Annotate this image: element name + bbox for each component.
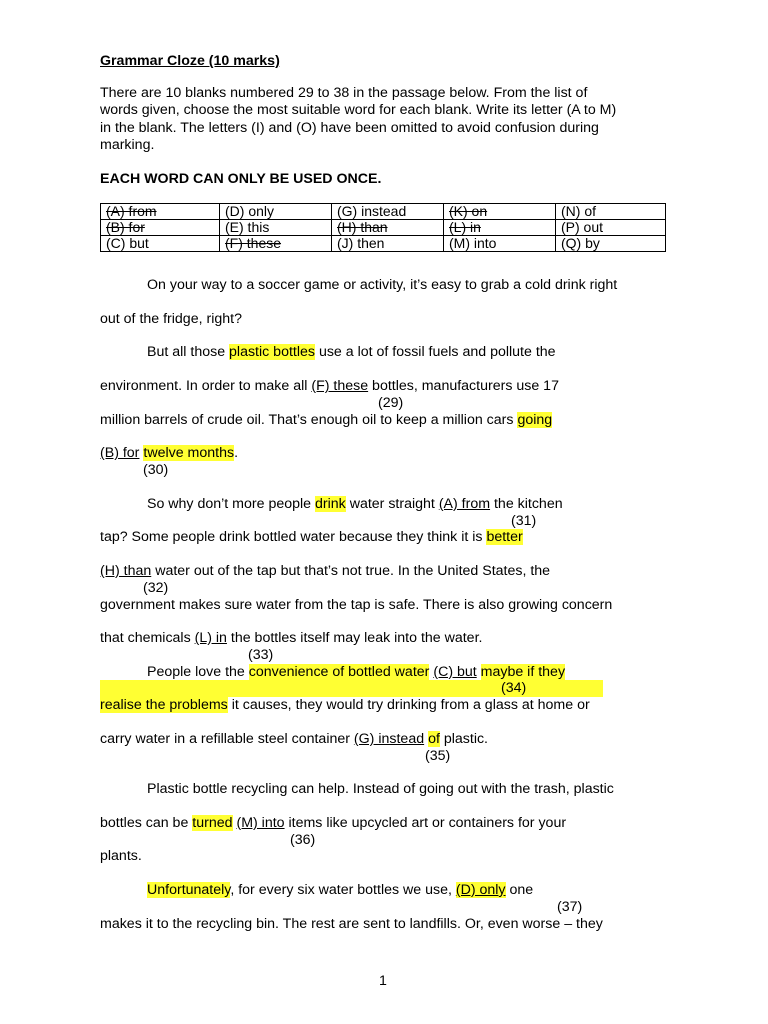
- intro-line-4: marking.: [100, 137, 155, 153]
- word-P: (P) out: [561, 219, 604, 235]
- highlight: of: [428, 731, 440, 747]
- blank-number-36: (36): [290, 832, 316, 848]
- blank-number-37: (37): [557, 899, 583, 915]
- p3-line-5: that chemicals (L) in the bottles itself may leak into the water.: [100, 630, 483, 646]
- blank-number-34: (34): [501, 680, 527, 696]
- p6-line-1: Unfortunately, for every six water bottles we use, (D) only one: [147, 882, 534, 898]
- blank-number-29: (29): [378, 395, 404, 411]
- word-J: (J) then: [337, 235, 385, 251]
- word-G: (G) instead: [337, 203, 407, 219]
- answer-30: (B) for: [100, 445, 140, 461]
- blank-number-31: (31): [511, 513, 537, 529]
- p2-line-1: But all those plastic bottles use a lot of fossil fuels and pollute the: [147, 344, 556, 360]
- highlight: Unfortunately: [147, 882, 231, 898]
- highlight: drink: [315, 496, 346, 512]
- word-H: (H) than: [337, 219, 388, 235]
- p5-line-1: Plastic bottle recycling can help. Instead of going out with the trash, plastic: [147, 781, 614, 797]
- intro-line-1: There are 10 blanks numbered 29 to 38 in the passage below. From the list of: [100, 85, 588, 101]
- table-row: [101, 220, 666, 236]
- highlight: convenience of bottled water: [248, 664, 430, 680]
- highlight: twelve months: [143, 445, 235, 461]
- p5-line-2: bottles can be turned (M) into items like upcycled art or containers for your: [100, 815, 567, 831]
- word-N: (N) of: [561, 203, 596, 219]
- answer-31: (A) from: [438, 496, 491, 512]
- p4-line-2: realise the problems it causes, they would try drinking from a glass at home or: [100, 697, 590, 713]
- highlight: going: [517, 412, 553, 428]
- p2-line-3: million barrels of crude oil. That’s enough oil to keep a million cars going: [100, 412, 553, 428]
- p3-line-1: So why don’t more people drink water straight (A) from the kitchen: [147, 496, 563, 512]
- word-Q: (Q) by: [561, 235, 600, 251]
- word-D: (D) only: [225, 203, 275, 219]
- intro-line-2: words given, choose the most suitable word for each blank. Write its letter (A to M): [100, 102, 617, 118]
- highlight: turned: [192, 815, 233, 831]
- highlight-band: [100, 680, 603, 697]
- word-B: (B) for: [106, 219, 145, 235]
- answer-34: (C) but: [433, 664, 477, 680]
- word-K: (K) on: [449, 203, 488, 219]
- answer-32: (H) than: [100, 563, 152, 579]
- highlight: realise the problems: [100, 697, 228, 713]
- blank-number-32: (32): [143, 580, 169, 596]
- p6-line-2: makes it to the recycling bin. The rest are sent to landfills. Or, even worse – they: [100, 916, 603, 932]
- page-heading: Grammar Cloze (10 marks): [100, 53, 280, 69]
- p5-line-3: plants.: [100, 848, 142, 864]
- highlight: plastic bottles: [229, 344, 315, 360]
- answer-33: (L) in: [194, 630, 227, 646]
- table-row: [101, 204, 666, 220]
- blank-number-30: (30): [143, 462, 169, 478]
- p1-line-2: out of the fridge, right?: [100, 311, 242, 327]
- word-list-table: [100, 203, 666, 252]
- p4-line-1: People love the convenience of bottled water (C) but maybe if they: [147, 664, 566, 680]
- highlight: maybe if they: [480, 664, 566, 680]
- answer-35: (G) instead: [353, 731, 425, 747]
- rule-text: EACH WORD CAN ONLY BE USED ONCE.: [100, 171, 382, 187]
- answer-37: (D) only: [455, 882, 506, 898]
- p3-line-2: tap? Some people drink bottled water because they think it is better: [100, 529, 523, 545]
- p3-line-3: (H) than water out of the tap but that’s not true. In the United States, the: [100, 563, 551, 579]
- blank-number-33: (33): [248, 647, 274, 663]
- p2-line-2: environment. In order to make all (F) these bottles, manufacturers use 17: [100, 378, 559, 394]
- word-E: (E) this: [225, 219, 270, 235]
- word-M: (M) into: [449, 235, 497, 251]
- p4-line-3: carry water in a refillable steel container (G) instead of plastic.: [100, 731, 489, 747]
- blank-number-35: (35): [425, 748, 451, 764]
- word-C: (C) but: [106, 235, 149, 251]
- highlight: better: [486, 529, 523, 545]
- table-row: [101, 236, 666, 252]
- p2-line-4: (B) for twelve months.: [100, 445, 239, 461]
- p1-line-1: On your way to a soccer game or activity, it’s easy to grab a cold drink right: [147, 277, 618, 293]
- p3-line-4: government makes sure water from the tap is safe. There is also growing concern: [100, 597, 613, 613]
- answer-29: (F) these: [311, 378, 369, 394]
- page-number: 1: [379, 973, 387, 989]
- word-A: (A) from: [106, 203, 157, 219]
- answer-36: (M) into: [236, 815, 285, 831]
- word-F: (F) these: [225, 235, 282, 251]
- intro-line-3: in the blank. The letters (I) and (O) have been omitted to avoid confusion during: [100, 120, 599, 136]
- word-L: (L) in: [449, 219, 481, 235]
